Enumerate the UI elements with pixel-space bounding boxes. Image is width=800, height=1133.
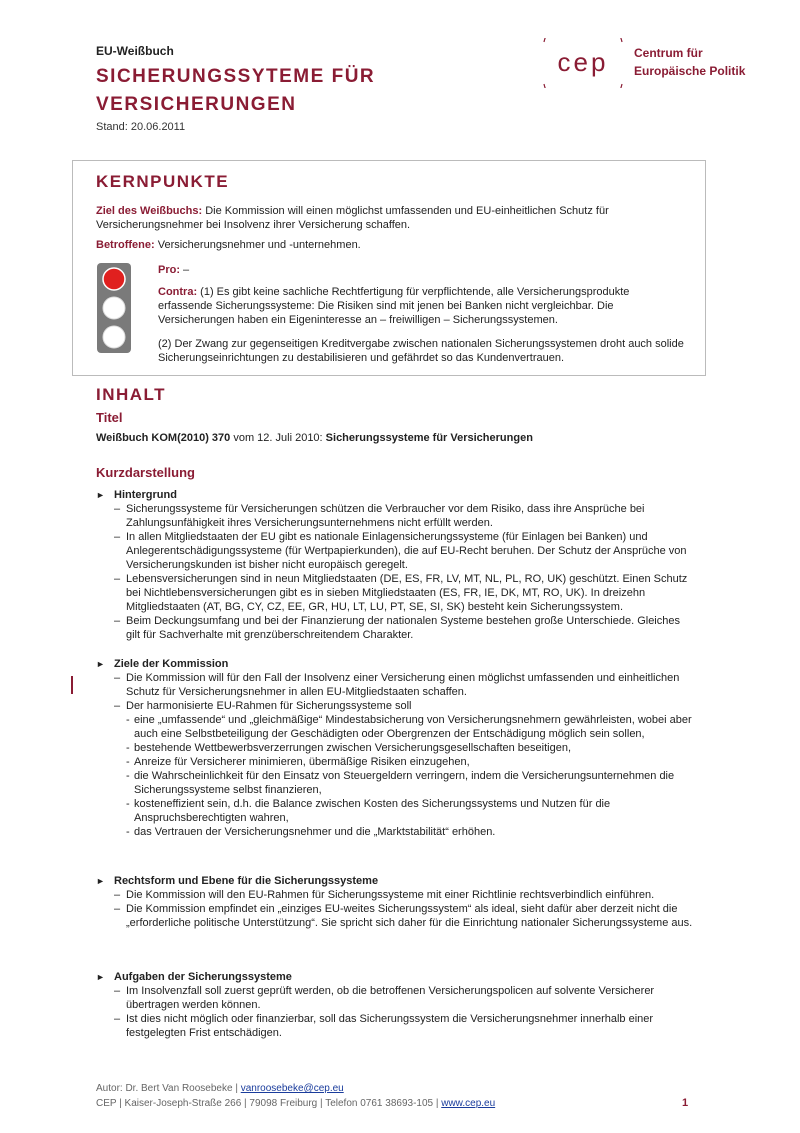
inhalt-title: INHALT: [96, 385, 167, 404]
pro-label: Pro:: [158, 264, 180, 276]
triangle-right-icon: ►: [96, 490, 105, 500]
contra-text: (1) Es gibt keine sachliche Rechtfertigung für verpflichtende, alle Versicherungsprodukte erfassende Sicherungssysteme: Die Risiken sind mit jenen bei Banken nicht vergleichbar. Die Versicherungen haben ein Eigeninteresse an – freiwilligen – Sicherungssystemen.: [158, 286, 630, 326]
triangle-right-icon: ►: [96, 659, 105, 669]
ziel-text: Die Kommission will einen möglichst umfassenden und EU-einheitlichen Schutz für Versicherungsnehmer bei Insolvenz ihrer Versicherung schaffen.: [96, 205, 609, 231]
list-item: – Die Kommission will für den Fall der Insolvenz einer Versicherung einen möglichst umfassenden und einheitlichen Schutz für Versicherungsnehmer in allen EU-Mitgliedstaaten schaffen.: [114, 672, 680, 698]
cep-logo: [538, 38, 628, 88]
text-cursor: [71, 676, 73, 694]
org-line1: Centrum für: [634, 46, 703, 60]
titel-heading: Titel: [96, 410, 123, 425]
section-heading: ► Aufgaben der Sicherungssysteme: [96, 971, 292, 983]
logo-text: cep: [557, 47, 609, 77]
pro-text: –: [180, 264, 190, 276]
sub-list-item: - die Wahrscheinlichkeit für den Einsatz von Steuergeldern verringern, indem die Versicherungsunternehmen die Sicherungssysteme selbst finanzieren,: [126, 770, 675, 796]
kurzdarstellung-heading: Kurzdarstellung: [96, 465, 195, 480]
list-item: – Die Kommission empfindet ein „einziges EU-weites Sicherungssystem“ als ideal, sieht dafür aber derzeit nicht die „erforderliche politische Unterstützung“. Sie spricht sich daher für die Einrichtung nationaler Sicherungssysteme aus.: [114, 903, 693, 929]
list-item: – Beim Deckungsumfang und bei der Finanzierung der nationalen Systeme bestehen große Unterschiede. Gleiches gilt für Sachverhalte mit grenzüberschreitendem Charakter.: [114, 615, 680, 641]
kernpunkte-title: KERNPUNKTE: [96, 172, 230, 191]
sub-list-item: - kosteneffizient sein, d.h. die Balance zwischen Kosten des Sicherungssystems und Nutzen für die Anspruchsberechtigten wahren,: [126, 798, 611, 824]
section-hintergrund: [96, 488, 696, 642]
org-line2: Europäische Politik: [634, 64, 746, 78]
traffic-light-red-icon: [96, 262, 132, 354]
titel-mid: vom 12. Juli 2010:: [230, 432, 326, 444]
sub-list-item: - Anreize für Versicherer minimieren, übermäßige Risiken einzugehen,: [126, 756, 470, 768]
contra-paragraph: [158, 285, 686, 327]
betroffene-label: Betroffene:: [96, 239, 155, 251]
section-rechtsform: [96, 874, 696, 930]
section-aufgaben: [96, 970, 696, 1040]
pro-paragraph: [158, 263, 686, 277]
section-heading: ► Ziele der Kommission: [96, 658, 229, 670]
titel-bold-1: Weißbuch KOM(2010) 370: [96, 432, 231, 444]
section-heading: ► Rechtsform und Ebene für die Sicherungssysteme: [96, 875, 379, 887]
author-email-link[interactable]: vanroosebeke@cep.eu: [240, 1083, 344, 1094]
document-title: SICHERUNGSSYTEME FÜR VERSICHERUNGEN: [96, 66, 376, 115]
website-link[interactable]: www.cep.eu: [441, 1098, 496, 1109]
contra-paragraph-2: (2) Der Zwang zur gegenseitigen Kreditvergabe zwischen nationalen Sicherungssystemen droht auch solide Sicherungseinrichtungen zu destabilisieren und gefährdet so das Kundenvertrauen.: [158, 338, 684, 364]
section-ziele: [96, 657, 696, 839]
contra-label: Contra:: [158, 286, 198, 298]
list-item: – In allen Mitgliedstaaten der EU gibt es nationale Einlagensicherungssysteme (für Einlagen bei Banken) und Anlegerentschädigungssysteme (für Wertpapierkunden), die auf EU-Recht beruhen. Der Schutz der Ansprüche von Versicherungskunden ist bisher nicht europäisch geregelt.: [114, 531, 687, 571]
triangle-right-icon: ►: [96, 972, 105, 982]
betroffene-text: Versicherungsnehmer und -unternehmen.: [154, 239, 361, 251]
titel-line: [96, 431, 696, 445]
betroffene-paragraph: [96, 238, 686, 252]
sub-list-item: - das Vertrauen der Versicherungsnehmer und die „Marktstabilität“ erhöhen.: [126, 826, 496, 838]
titel-bold-2: Sicherungssysteme für Versicherungen: [325, 432, 533, 444]
section-heading: ► Hintergrund: [96, 489, 177, 501]
triangle-right-icon: ►: [96, 876, 105, 886]
sub-list-item: - eine „umfassende“ und „gleichmäßige“ Mindestabsicherung von Versicherungsnehmern gewährleisten, wobei aber auch eine Selbstbeteiligung der Geschädigten oder Obergrenzen der Entschädigung möglich sein sollen,: [126, 714, 692, 740]
list-item: – Der harmonisierte EU-Rahmen für Sicherungssysteme soll: [114, 700, 412, 712]
organization-name: [634, 44, 745, 80]
page-number: 1: [682, 1097, 689, 1109]
list-item: – Die Kommission will den EU-Rahmen für Sicherungssysteme mit einer Richtlinie rechtsverbindlich einführen.: [114, 889, 655, 901]
list-item: – Sicherungssysteme für Versicherungen schützen die Verbraucher vor dem Risiko, dass ihre Ansprüche bei Zahlungsunfähigkeit ihres Versicherungsunternehmens nicht erfüllt werden.: [114, 503, 645, 529]
sub-list-item: - bestehende Wettbewerbsverzerrungen zwischen Versicherungsgesellschaften beseitigen,: [126, 742, 572, 754]
list-item: – Ist dies nicht möglich oder finanzierbar, soll das Sicherungssystem die Versicherungsnehmer innerhalb einer festgelegten Frist entschädigen.: [114, 1013, 654, 1039]
document-date: Stand: 20.06.2011: [96, 121, 186, 133]
list-item: – Lebensversicherungen sind in neun Mitgliedstaaten (DE, ES, FR, LV, MT, NL, PL, RO, UK) geschützt. Einen Schutz bei Nichtlebensversicherungen gibt es in sieben Mitgliedstaaten (ES, FR, IE, DK, MT, RO, UK). In dreizehn Mitgliedstaaten (AT, BG, CY, CZ, EE, GR, HU, LT, LU, PT, SE, SI, SK) besteht kein Sicherungssystem.: [114, 573, 688, 613]
document-type-label: EU-Weißbuch: [96, 44, 174, 58]
footer-author: Autor: Dr. Bert Van Roosebeke | vanroosebeke@cep.eu: [96, 1083, 344, 1094]
ziel-label: Ziel des Weißbuchs:: [96, 205, 203, 217]
footer-address: CEP | Kaiser-Joseph-Straße 266 | 79098 Freiburg | Telefon 0761 38693-105 | www.cep.eu: [96, 1098, 496, 1109]
ziel-paragraph: [96, 204, 686, 232]
list-item: – Im Insolvenzfall soll zuerst geprüft werden, ob die betroffenen Versicherungspolicen auf solvente Versicherer übertragen werden können.: [114, 985, 655, 1011]
